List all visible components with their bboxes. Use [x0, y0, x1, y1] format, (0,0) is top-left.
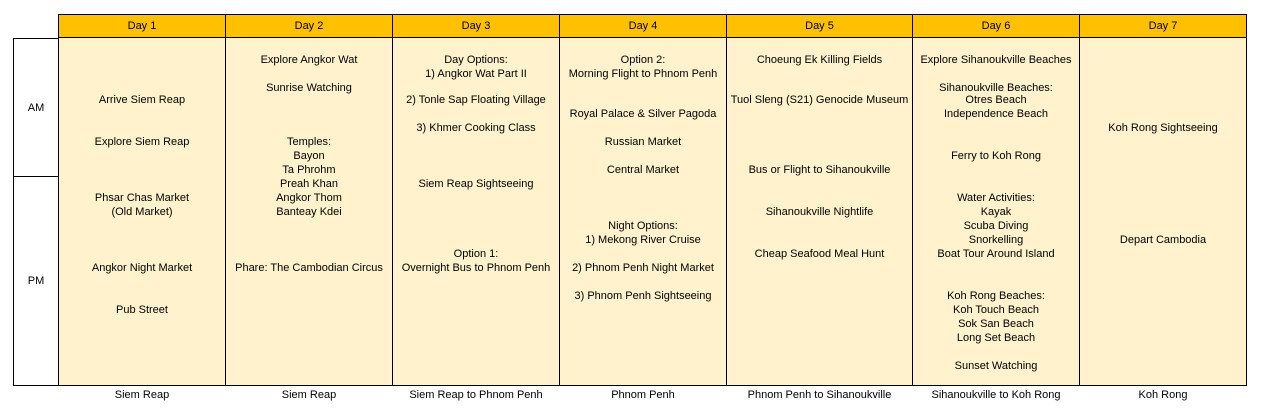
day-4-header: [559, 14, 727, 38]
day-6-item: Scuba Diving: [963, 220, 1029, 232]
day-2-item: Banteay Kdei: [276, 206, 342, 218]
day-5-item: Tuol Sleng (S21) Genocide Museum: [730, 94, 909, 106]
day-4-item: Night Options:: [608, 220, 678, 232]
day-6-item: Long Set Beach: [956, 332, 1036, 344]
day-3-item: Overnight Bus to Phnom Penh: [401, 262, 551, 274]
day-4-header-label: Day 4: [628, 20, 658, 32]
day-3-item: 2) Tonle Sap Floating Village: [406, 94, 546, 106]
day-4-item: 2) Phnom Penh Night Market: [572, 262, 714, 274]
day-1-item: Angkor Night Market: [91, 262, 193, 274]
day-4-column: [559, 38, 727, 386]
day-1-column: [58, 38, 226, 386]
day-3-location: Siem Reap to Phnom Penh: [409, 389, 543, 401]
day-3-item: 1) Angkor Wat Part II: [425, 68, 527, 80]
day-6-item: Sunset Watching: [954, 360, 1038, 372]
day-2-item: Preah Khan: [279, 178, 339, 190]
day-2-location: Siem Reap: [281, 389, 337, 401]
day-7-column: [1079, 38, 1247, 386]
day-3-item: Siem Reap Sightseeing: [418, 178, 534, 190]
am-row-label: [13, 38, 59, 177]
day-6-header-label: Day 6: [981, 20, 1011, 32]
day-2-item: Explore Angkor Wat: [260, 54, 358, 66]
day-2-header: [225, 14, 393, 38]
day-1-item: Arrive Siem Reap: [98, 94, 186, 106]
day-5-item: Choeung Ek Killing Fields: [756, 54, 883, 66]
day-6-column: [912, 38, 1080, 386]
day-2-item: Phare: The Cambodian Circus: [235, 262, 383, 274]
day-2-item: Angkor Thom: [276, 192, 342, 204]
day-6-item: Sihanoukville Beaches:: [939, 82, 1053, 94]
day-4-item: Royal Palace & Silver Pagoda: [569, 108, 717, 120]
day-6-item: Koh Rong Beaches:: [947, 290, 1045, 302]
day-6-item: Boat Tour Around Island: [937, 248, 1055, 260]
day-6-location: Sihanoukville to Koh Rong: [931, 389, 1061, 401]
pm-label: PM: [27, 275, 45, 287]
day-6-item: Kayak: [980, 206, 1012, 218]
day-6-item: Ferry to Koh Rong: [951, 150, 1041, 162]
day-1-header: [58, 14, 226, 38]
day-6-item: Independence Beach: [944, 108, 1048, 120]
day-5-header: [726, 14, 913, 38]
day-6-item: Snorkelling: [968, 234, 1024, 246]
day-1-item: (Old Market): [111, 206, 173, 218]
day-2-item: Sunrise Watching: [266, 82, 352, 94]
day-6-header: [912, 14, 1080, 38]
day-1-item: Pub Street: [116, 304, 168, 316]
day-2-item: Bayon: [293, 150, 325, 162]
day-1-item: Explore Siem Reap: [94, 136, 190, 148]
day-4-item: Central Market: [606, 164, 680, 176]
am-label: AM: [27, 101, 45, 114]
day-3-item: 3) Khmer Cooking Class: [416, 122, 536, 134]
day-2-column: [225, 38, 393, 386]
day-6-item: Water Activities:: [957, 192, 1035, 204]
day-4-item: 1) Mekong River Cruise: [585, 234, 701, 246]
day-2-item: Ta Phrohm: [282, 164, 336, 176]
day-7-item: Koh Rong Sightseeing: [1108, 122, 1218, 134]
day-6-item: Explore Sihanoukville Beaches: [920, 54, 1072, 66]
day-7-header-label: Day 7: [1148, 20, 1178, 32]
day-2-item: Temples:: [286, 136, 332, 148]
day-4-location: Phnom Penh: [611, 389, 675, 401]
day-1-item: Phsar Chas Market: [94, 192, 190, 204]
day-3-header-label: Day 3: [461, 20, 491, 32]
day-1-location: Siem Reap: [114, 389, 170, 401]
day-5-item: Sihanoukville Nightlife: [765, 206, 874, 218]
day-5-location: Phnom Penh to Sihanoukville: [747, 389, 892, 401]
day-6-item: Otres Beach: [965, 94, 1027, 106]
day-5-item: Cheap Seafood Meal Hunt: [754, 248, 885, 260]
day-4-item: 3) Phnom Penh Sightseeing: [574, 290, 712, 302]
day-3-header: [392, 14, 560, 38]
day-2-header-label: Day 2: [294, 20, 324, 32]
day-5-header-label: Day 5: [805, 20, 834, 32]
day-4-item: Option 2:: [620, 54, 666, 66]
day-5-column: [726, 38, 913, 386]
day-7-header: [1079, 14, 1247, 38]
day-6-item: Koh Touch Beach: [952, 304, 1040, 316]
day-3-item: Day Options:: [444, 54, 508, 66]
pm-row-label: [13, 176, 59, 386]
day-7-item: Depart Cambodia: [1119, 234, 1207, 246]
day-4-item: Russian Market: [604, 136, 682, 148]
day-6-item: Sok San Beach: [958, 318, 1034, 330]
day-3-column: [392, 38, 560, 386]
day-7-location: Koh Rong: [1138, 389, 1188, 401]
day-1-header-label: Day 1: [127, 20, 157, 32]
day-4-item: Morning Flight to Phnom Penh: [568, 68, 718, 80]
day-3-item: Option 1:: [453, 248, 499, 260]
day-5-item: Bus or Flight to Sihanoukville: [748, 164, 891, 176]
